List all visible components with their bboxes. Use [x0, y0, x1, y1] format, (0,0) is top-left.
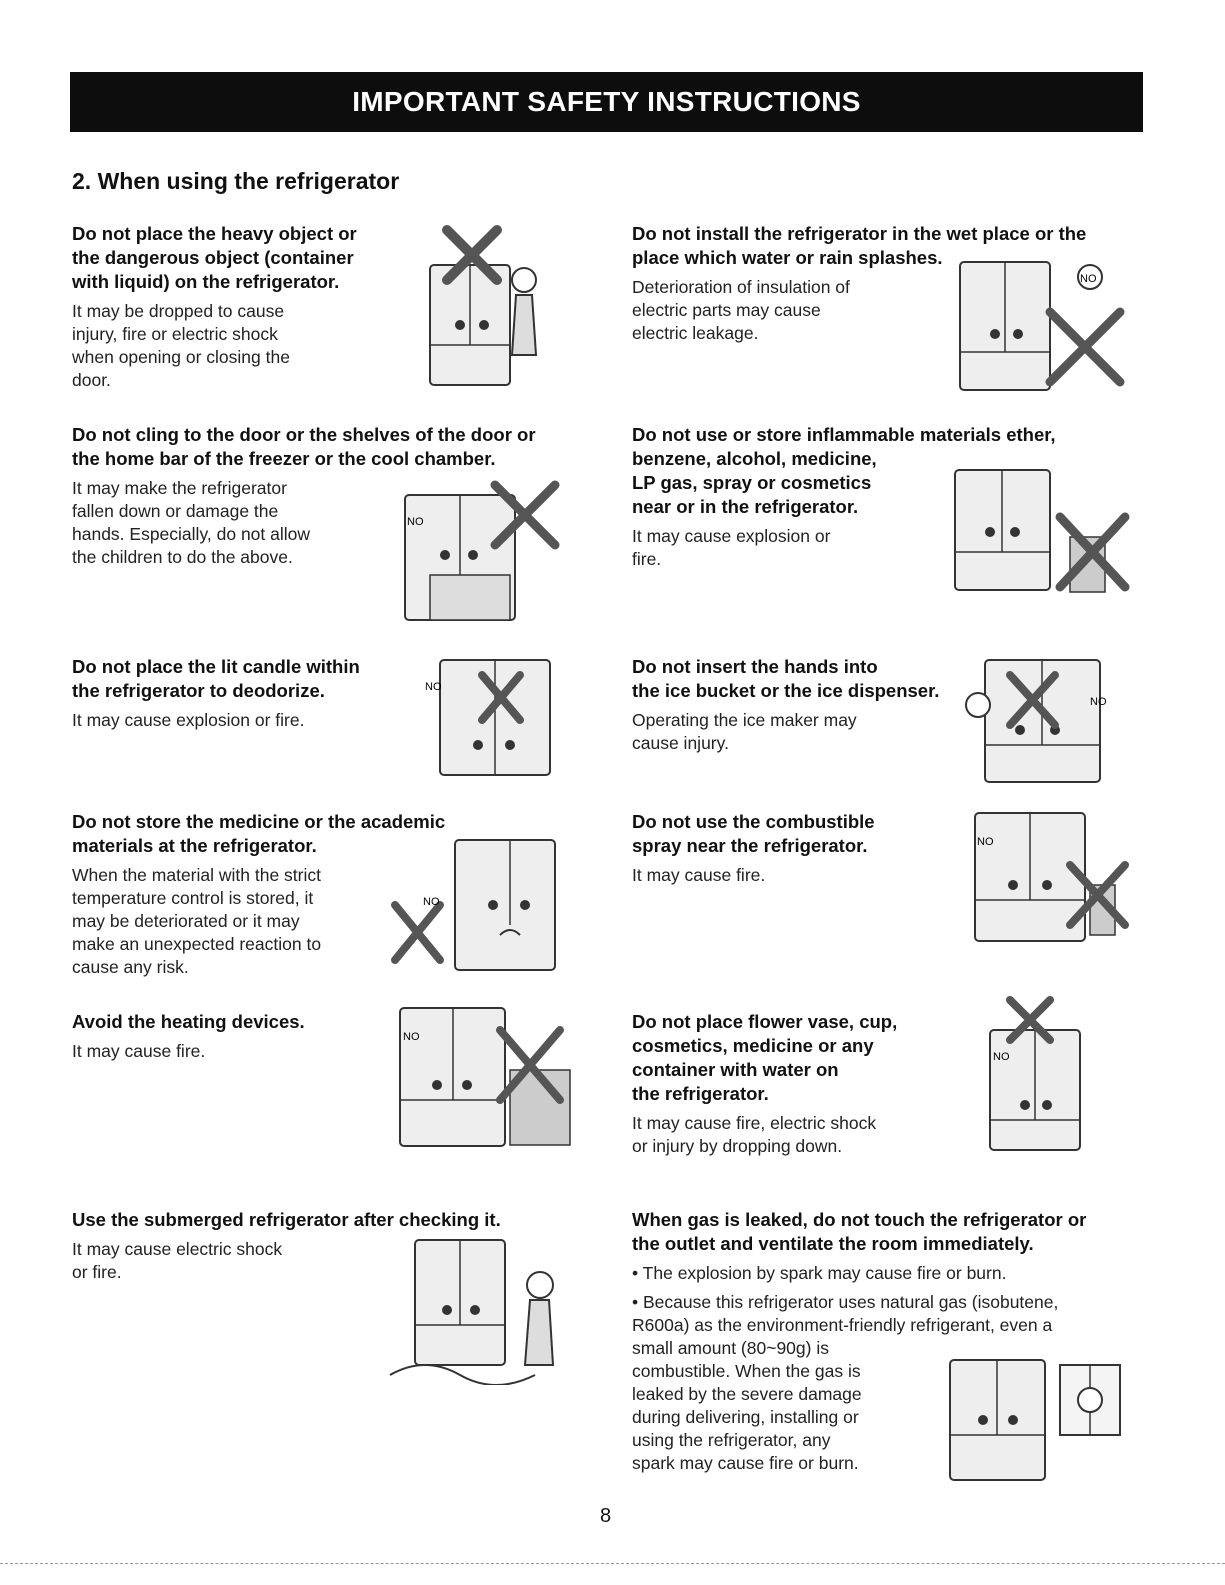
instruction-body: It may cause electric shock or fire. — [72, 1239, 283, 1282]
fridge-water-splash-illustration — [950, 252, 1130, 402]
instruction-body: It may cause explosion or fire. — [632, 526, 831, 569]
fridge-inflammable-illustration — [920, 462, 1130, 597]
svg-text:NO: NO — [993, 1051, 1010, 1063]
instruction-flower-vase — [632, 1010, 962, 1158]
instruction-heading: Do not store the medicine or the academic materials at the refrigerator. — [72, 811, 446, 856]
instruction-heading: Do not place flower vase, cup, cosmetics, medicine or any container with water on the refrigerator. — [632, 1011, 898, 1104]
instruction-body: It may be dropped to cause injury, fire or electric shock when opening or closing the door. — [72, 301, 290, 390]
bottom-rule — [0, 1563, 1225, 1564]
instruction-bullet: • The explosion by spark may cause fire or burn. — [632, 1263, 1007, 1283]
instruction-body: Operating the ice maker may cause injury. — [632, 710, 857, 753]
instruction-body: When the material with the strict temperature control is stored, it may be deteriorated or it may make an unexpected reaction to cause any risk. — [72, 865, 322, 977]
instruction-heavy-object — [72, 222, 402, 392]
fridge-cling-door-illustration — [385, 475, 575, 625]
instruction-heading: When gas is leaked, do not touch the refrigerator or the outlet and ventilate the room immediately. — [632, 1209, 1087, 1254]
section-title: 2. When using the refrigerator — [72, 168, 400, 194]
svg-text:NO: NO — [423, 896, 440, 908]
instruction-body: It may make the refrigerator fallen down or damage the hands. Especially, do not allow the children to do the above. — [72, 478, 311, 567]
page-banner: IMPORTANT SAFETY INSTRUCTIONS — [70, 72, 1143, 132]
instruction-heating-devices — [72, 1010, 372, 1063]
instruction-heading: Do not use the combustible spray near the refrigerator. — [632, 811, 875, 856]
fridge-heavy-object-illustration — [412, 225, 542, 390]
instruction-lit-candle — [72, 655, 402, 732]
instruction-heading: Do not insert the hands into the ice bucket or the ice dispenser. — [632, 656, 940, 701]
fridge-heater-illustration — [385, 1000, 580, 1150]
fridge-spray-illustration — [955, 805, 1130, 945]
instruction-bullet: • Because this refrigerator uses natural gas (isobutene, R600a) as the environment-friendly refrigerant, even a small amount (80~90g) is combustible. When the gas is leaked by the severe damage during delivering, installing or using the refrigerator, any spark may cause fire or burn. — [632, 1292, 1059, 1473]
svg-text:NO: NO — [1090, 696, 1107, 708]
instruction-body: It may cause explosion or fire. — [72, 710, 305, 730]
instruction-heading: Do not place the lit candle within the refrigerator to deodorize. — [72, 656, 360, 701]
fridge-medicine-illustration — [385, 835, 575, 975]
fridge-candle-illustration — [410, 650, 560, 780]
fridge-ice-bucket-illustration — [960, 655, 1130, 785]
instruction-heading: Do not install the refrigerator in the wet place or the place which water or rain splashes. — [632, 223, 1087, 268]
fridge-ventilate-illustration — [935, 1345, 1130, 1485]
instruction-heading: Use the submerged refrigerator after checking it. — [72, 1209, 501, 1230]
svg-text:NO: NO — [403, 1031, 420, 1043]
instruction-heading: Avoid the heating devices. — [72, 1011, 305, 1032]
instruction-body: It may cause fire. — [632, 865, 766, 885]
instruction-heading: Do not use or store inflammable materials ether, benzene, alcohol, medicine, LP gas, spray or cosmetics near or in the refrigerator. — [632, 424, 1056, 517]
instruction-heading: Do not place the heavy object or the dangerous object (container with liquid) on the refrigerator. — [72, 223, 357, 292]
instruction-combustible-spray — [632, 810, 962, 887]
instruction-body: Deterioration of insulation of electric parts may cause electric leakage. — [632, 277, 850, 343]
svg-text:NO: NO — [977, 836, 994, 848]
instruction-body: It may cause fire, electric shock or injury by dropping down. — [632, 1113, 877, 1156]
instruction-heading: Do not cling to the door or the shelves of the door or the home bar of the freezer or the cool chamber. — [72, 424, 536, 469]
svg-text:NO: NO — [407, 516, 424, 528]
page-number: 8 — [600, 1505, 612, 1527]
fridge-vase-illustration — [975, 995, 1095, 1155]
svg-text:NO: NO — [1080, 273, 1097, 285]
fridge-submerged-illustration — [385, 1235, 575, 1385]
svg-text:NO: NO — [425, 681, 442, 693]
instruction-body: It may cause fire. — [72, 1041, 206, 1061]
